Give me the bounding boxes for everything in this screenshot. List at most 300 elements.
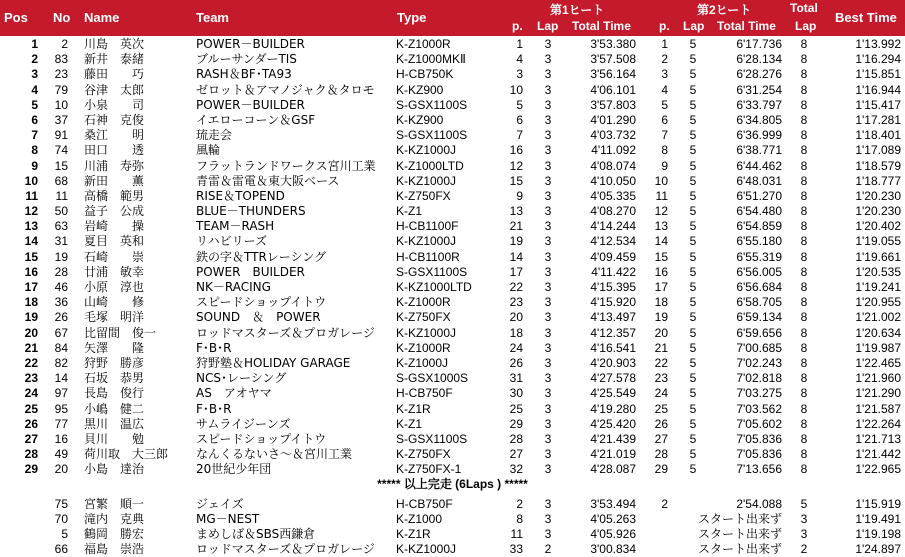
heat1-laps-cell: 3 (544, 112, 552, 127)
heat2-position-cell: 16 (654, 264, 668, 279)
team-cell: AS アオヤマ (196, 386, 272, 401)
heat2-position-cell: 21 (654, 340, 668, 355)
no-cell: 70 (54, 511, 68, 526)
heat1-laps-cell: 3 (544, 371, 552, 386)
name-cell: 川浦 寿弥 (84, 158, 145, 173)
pos-cell: 13 (24, 219, 38, 234)
heat2-position-cell: 9 (661, 158, 668, 173)
total-laps-cell: 8 (800, 37, 808, 51)
pos-cell: 24 (24, 386, 38, 401)
heat1-laps-cell: 3 (544, 249, 552, 264)
heat2-laps-cell: 5 (689, 52, 697, 67)
heat2-laps-cell: 5 (689, 371, 697, 386)
pos-cell: 10 (24, 173, 38, 188)
heat2-time-cell: 6'59.134 (736, 310, 782, 325)
heat2-position-cell: 12 (654, 204, 668, 219)
team-cell: RASH＆BF･TA93 (196, 67, 292, 82)
pos-cell: 15 (24, 249, 38, 264)
type-cell: K-Z750FX (396, 188, 451, 203)
best-time-cell: 1'22.465 (855, 355, 901, 370)
name-cell: 廿浦 敏幸 (84, 264, 145, 279)
heat2-time-cell: 6'54.480 (736, 204, 782, 219)
header-p1: p. (512, 19, 523, 33)
type-cell: K-KZ1000J (396, 173, 457, 188)
heat2-time-cell: 6'55.319 (736, 249, 782, 264)
name-cell: 山崎 修 (84, 295, 145, 310)
heat2-laps-cell: 5 (689, 173, 697, 188)
heat2-position-cell: 3 (661, 67, 668, 82)
pos-cell: 17 (24, 280, 38, 294)
best-time-cell: 1'13.992 (855, 37, 901, 51)
total-laps-cell: 8 (800, 462, 808, 477)
table-row (0, 37, 905, 52)
total-laps-cell: 8 (800, 401, 808, 416)
heat1-laps-cell: 3 (544, 37, 552, 51)
name-cell: 荷川取 大三郎 (84, 447, 169, 462)
no-cell: 75 (54, 496, 68, 511)
heat2-time-cell: スタート出来ず (697, 511, 782, 526)
heat2-laps-cell: 5 (689, 280, 697, 294)
best-time-cell: 1'20.230 (855, 188, 901, 203)
table-row (0, 371, 905, 386)
heat1-time-cell: 3'53.494 (590, 496, 636, 511)
best-time-cell: 1'21.290 (855, 386, 901, 401)
pos-cell: 29 (24, 462, 38, 477)
heat2-time-cell: スタート出来ず (697, 542, 782, 557)
type-cell: H-CB1100R (396, 249, 460, 264)
heat2-time-cell: 6'17.736 (736, 37, 782, 51)
heat2-time-cell: 6'36.999 (736, 128, 782, 143)
heat2-laps-cell: 5 (689, 204, 697, 219)
heat1-laps-cell: 3 (544, 527, 552, 541)
heat2-position-cell: 19 (654, 310, 668, 325)
heat1-time-cell: 4'06.101 (590, 82, 636, 97)
heat2-laps-cell: 5 (689, 249, 697, 264)
no-cell: 14 (54, 371, 68, 386)
team-cell: F･B･R (196, 340, 232, 355)
no-cell: 23 (54, 67, 68, 82)
heat1-position-cell: 31 (509, 371, 523, 386)
table-row (0, 402, 905, 417)
heat2-time-cell: 7'05.836 (736, 447, 782, 462)
pos-cell: 5 (31, 97, 38, 112)
table-row (0, 417, 905, 432)
heat2-laps-cell: 5 (689, 310, 697, 325)
table-row (0, 527, 905, 542)
table-row (0, 512, 905, 527)
header-total: Total (790, 1, 818, 15)
heat1-laps-cell: 3 (544, 511, 552, 526)
best-time-cell: 1'18.777 (855, 173, 901, 188)
header-no: No (53, 10, 71, 25)
heat2-laps-cell: 5 (689, 416, 697, 431)
heat2-laps-cell: 5 (689, 386, 697, 401)
total-laps-cell: 8 (800, 310, 808, 325)
pos-cell: 25 (24, 401, 38, 416)
heat2-position-cell: 10 (654, 173, 668, 188)
pos-cell: 3 (31, 67, 38, 82)
heat2-laps-cell: 5 (689, 264, 697, 279)
no-cell: 20 (54, 462, 68, 477)
heat1-time-cell: 4'15.395 (590, 280, 636, 294)
heat2-position-cell: 18 (654, 295, 668, 310)
heat1-time-cell: 4'05.926 (590, 527, 636, 541)
team-cell: BLUE－THUNDERS (196, 204, 306, 219)
heat2-position-cell: 29 (654, 462, 668, 477)
heat1-time-cell: 4'08.270 (590, 204, 636, 219)
heat2-time-cell: 6'38.771 (736, 143, 782, 158)
heat2-position-cell (650, 512, 668, 527)
pos-cell: 8 (31, 143, 38, 158)
no-cell: 74 (54, 143, 68, 158)
pos-cell: 1 (31, 37, 38, 51)
heat1-laps-cell: 3 (544, 462, 552, 477)
team-cell: ジェイズ (196, 496, 244, 511)
heat2-position-cell: 25 (654, 401, 668, 416)
no-cell: 31 (54, 234, 68, 249)
total-laps-cell: 8 (800, 325, 808, 340)
best-time-cell: 1'16.944 (855, 82, 901, 97)
no-cell: 15 (54, 158, 68, 173)
heat1-position-cell: 11 (510, 527, 523, 541)
total-laps-cell: 8 (800, 204, 808, 219)
heat1-time-cell: 4'20.903 (590, 355, 636, 370)
heat2-time-cell: 7'05.836 (736, 431, 782, 446)
results-body (0, 37, 905, 557)
team-cell: MG－NEST (196, 511, 260, 526)
team-cell: フラットランドワークス宮川工業 (196, 158, 376, 173)
heat2-position-cell: 13 (654, 219, 668, 234)
best-time-cell: 1'20.230 (855, 204, 901, 219)
type-cell: S-GSX1100S (396, 431, 468, 446)
heat1-position-cell: 21 (509, 219, 523, 234)
heat2-laps-cell: 5 (689, 401, 697, 416)
heat2-position-cell: 22 (654, 355, 668, 370)
heat1-time-cell: 4'27.578 (590, 371, 636, 386)
name-cell: 高橋 範男 (84, 188, 145, 203)
team-cell: なんくるないさ～＆宮川工業 (196, 447, 353, 462)
no-cell: 91 (54, 128, 68, 143)
heat1-position-cell: 5 (516, 97, 523, 112)
heat2-time-cell: 6'28.276 (736, 67, 782, 82)
heat2-laps-cell: 5 (689, 158, 697, 173)
pos-cell: 6 (31, 112, 38, 127)
heat2-laps-cell: 5 (689, 97, 697, 112)
no-cell: 82 (54, 355, 68, 370)
pos-cell: 16 (24, 264, 38, 279)
no-cell: 97 (54, 386, 68, 401)
table-header (0, 0, 905, 36)
header-pos: Pos (4, 10, 28, 25)
total-laps-cell: 8 (800, 219, 808, 234)
heat1-time-cell: 4'11.092 (591, 143, 636, 158)
team-cell: イエローコーン＆GSF (196, 112, 316, 127)
no-cell: 19 (54, 249, 68, 264)
no-cell: 46 (54, 280, 68, 294)
total-laps-cell: 8 (800, 143, 808, 158)
header-type: Type (397, 10, 427, 25)
heat1-position-cell: 13 (509, 204, 523, 219)
pos-cell: 27 (24, 431, 38, 446)
heat1-laps-cell: 3 (544, 431, 552, 446)
heat1-time-cell: 4'09.459 (590, 249, 636, 264)
heat2-laps-cell: 5 (689, 67, 697, 82)
heat1-time-cell: 4'25.549 (590, 386, 636, 401)
heat2-time-cell: 6'51.270 (736, 188, 782, 203)
name-cell: 新田 薫 (84, 173, 145, 188)
heat1-position-cell: 10 (509, 82, 523, 97)
finishers-divider: ***** 以上完走 (6Laps ) ***** (377, 477, 528, 492)
name-cell: 桑江 明 (84, 128, 145, 143)
heat2-laps-cell: 5 (689, 447, 697, 462)
best-time-cell: 1'19.198 (855, 527, 901, 541)
total-laps-cell: 8 (800, 158, 808, 173)
name-cell: 滝内 克典 (84, 511, 145, 526)
table-row (0, 250, 905, 265)
no-cell: 10 (54, 97, 68, 112)
pos-cell: 4 (31, 82, 38, 97)
best-time-cell: 1'16.294 (855, 52, 901, 67)
heat2-time-cell: 7'05.602 (736, 416, 782, 431)
type-cell: S-GSX1000S (396, 371, 469, 386)
name-cell: 新井 泰緒 (84, 52, 145, 67)
heat2-time-cell: 7'02.243 (736, 355, 782, 370)
heat2-position-cell: 2 (661, 496, 668, 511)
name-cell: 石崎 崇 (84, 249, 145, 264)
heat2-position-cell: 4 (661, 82, 668, 97)
heat2-position-cell: 24 (654, 386, 668, 401)
table-row (0, 204, 905, 219)
heat2-laps-cell: 5 (689, 143, 697, 158)
heat2-time-cell: 6'33.797 (736, 97, 782, 112)
no-cell: 95 (54, 401, 68, 416)
total-laps-cell: 8 (800, 249, 808, 264)
heat1-time-cell: 4'16.541 (590, 340, 636, 355)
table-row (0, 83, 905, 98)
type-cell: K-KZ1000J (396, 542, 457, 557)
no-cell: 37 (54, 112, 68, 127)
type-cell: K-Z750FX-1 (396, 462, 462, 477)
heat1-position-cell: 18 (509, 325, 523, 340)
heat1-position-cell: 16 (509, 143, 523, 158)
heat1-position-cell: 1 (516, 37, 523, 51)
no-cell: 84 (54, 340, 68, 355)
best-time-cell: 1'20.402 (855, 219, 901, 234)
heat2-laps-cell: 5 (689, 112, 697, 127)
heat2-time-cell: 7'03.562 (736, 401, 782, 416)
heat2-position-cell: 8 (661, 143, 668, 158)
heat1-position-cell: 15 (509, 173, 523, 188)
name-cell: 鶴岡 勝宏 (84, 527, 145, 541)
heat1-position-cell: 19 (509, 234, 523, 249)
pos-cell: 7 (31, 128, 38, 143)
heat1-time-cell: 4'01.290 (590, 112, 636, 127)
total-laps-cell: 8 (800, 280, 808, 294)
heat2-time-cell: 6'59.656 (736, 325, 782, 340)
heat1-position-cell: 9 (516, 188, 523, 203)
heat1-laps-cell: 3 (544, 128, 552, 143)
heat1-position-cell: 12 (509, 158, 523, 173)
heat1-time-cell: 3'53.380 (590, 37, 636, 51)
header-lap1: Lap (537, 19, 559, 33)
pos-cell: 28 (24, 447, 38, 462)
name-cell: 福島 崇浩 (84, 542, 145, 557)
best-time-cell: 1'20.955 (855, 295, 901, 310)
no-cell: 49 (54, 447, 68, 462)
name-cell: 藤田 巧 (84, 67, 145, 82)
heat1-time-cell: 4'13.497 (590, 310, 636, 325)
header-heat2: 第2ヒート (697, 3, 752, 17)
table-row (0, 98, 905, 113)
pos-cell: 21 (24, 340, 38, 355)
heat1-laps-cell: 3 (544, 310, 552, 325)
table-row (0, 174, 905, 189)
no-cell: 79 (54, 82, 68, 97)
heat2-position-cell: 14 (654, 234, 668, 249)
heat2-time-cell: 6'28.134 (736, 52, 782, 67)
name-cell: 川島 英次 (84, 37, 145, 51)
heat1-laps-cell: 3 (544, 67, 552, 82)
pos-cell: 9 (31, 158, 38, 173)
heat1-laps-cell: 3 (544, 143, 552, 158)
table-row (0, 295, 905, 310)
header-team: Team (196, 10, 229, 25)
table-row (0, 432, 905, 447)
table-row (0, 356, 905, 371)
type-cell: K-Z1000R (396, 295, 451, 310)
heat1-laps-cell: 3 (544, 82, 552, 97)
pos-cell: 20 (24, 325, 38, 340)
best-time-cell: 1'18.401 (855, 128, 901, 143)
team-cell: 青雷＆雷電＆東大阪ベース (196, 173, 340, 188)
table-row (0, 234, 905, 249)
heat2-time-cell: スタート出来ず (697, 527, 782, 541)
heat2-laps-cell: 5 (689, 82, 697, 97)
type-cell: K-Z1000LTD (396, 158, 464, 173)
best-time-cell: 1'17.281 (855, 112, 901, 127)
total-laps-cell: 8 (800, 264, 808, 279)
type-cell: H-CB750K (396, 67, 454, 82)
type-cell: K-Z1 (396, 204, 423, 219)
heat1-laps-cell: 3 (544, 264, 552, 279)
best-time-cell: 1'21.713 (855, 431, 901, 446)
team-cell: TEAM－RASH (196, 219, 275, 234)
table-row (0, 67, 905, 82)
name-cell: 谷津 太郎 (84, 82, 145, 97)
heat2-time-cell: 7'00.685 (736, 340, 782, 355)
heat2-position-cell: 17 (654, 280, 668, 294)
total-laps-cell: 3 (800, 511, 808, 526)
name-cell: 益子 公成 (84, 204, 145, 219)
heat1-time-cell: 4'21.019 (590, 447, 636, 462)
total-laps-cell: 8 (800, 386, 808, 401)
heat1-position-cell: 25 (509, 401, 523, 416)
table-row (0, 113, 905, 128)
heat1-time-cell: 4'03.732 (590, 128, 636, 143)
heat1-time-cell: 4'08.074 (590, 158, 636, 173)
heat1-laps-cell: 3 (544, 219, 552, 234)
name-cell: 長島 俊行 (84, 386, 145, 401)
heat1-laps-cell: 3 (544, 52, 552, 67)
team-cell: サムライジーンズ (196, 416, 291, 431)
total-laps-cell: 8 (800, 188, 808, 203)
table-row (0, 265, 905, 280)
name-cell: 石坂 恭男 (84, 371, 145, 386)
heat2-time-cell: 7'03.275 (736, 386, 782, 401)
team-cell: 風輪 (196, 143, 221, 158)
table-row (0, 341, 905, 356)
heat1-time-cell: 4'14.244 (590, 219, 636, 234)
no-cell: 77 (54, 416, 68, 431)
heat2-position-cell: 1 (661, 37, 668, 51)
type-cell: K-Z750FX (396, 310, 451, 325)
heat1-laps-cell: 3 (544, 188, 552, 203)
total-laps-cell: 2 (800, 542, 808, 557)
type-cell: K-KZ900 (396, 82, 444, 97)
best-time-cell: 1'19.987 (855, 340, 901, 355)
team-cell: ロッドマスターズ＆プロガレージ (196, 325, 375, 340)
heat2-position-cell: 27 (654, 431, 668, 446)
team-cell: スピードショップイトウ (196, 431, 327, 446)
heat1-position-cell: 23 (509, 295, 523, 310)
team-cell: 鉄の字＆TTRレーシング (196, 249, 327, 264)
heat1-time-cell: 4'10.050 (590, 173, 636, 188)
no-cell: 11 (55, 188, 68, 203)
heat1-laps-cell: 3 (544, 234, 552, 249)
type-cell: K-KZ1000J (396, 234, 457, 249)
header-name: Name (84, 10, 120, 25)
name-cell: 夏目 英和 (84, 234, 145, 249)
heat1-position-cell: 27 (509, 447, 523, 462)
heat1-laps-cell: 3 (544, 386, 552, 401)
best-time-cell: 1'24.897 (855, 542, 901, 557)
heat1-laps-cell: 3 (544, 295, 552, 310)
team-cell: ゼロット＆アマノジャク＆タロモ (196, 82, 375, 97)
heat2-position-cell: 23 (654, 371, 668, 386)
type-cell: H-CB1100F (396, 219, 459, 234)
name-cell: 小原 淳也 (84, 280, 145, 294)
total-laps-cell: 8 (800, 355, 808, 370)
best-time-cell: 1'19.661 (855, 249, 901, 264)
heat1-position-cell: 3 (516, 67, 523, 82)
heat2-time-cell: 6'48.031 (736, 173, 782, 188)
type-cell: K-Z750FX (396, 447, 451, 462)
type-cell: S-GSX1100S (396, 128, 468, 143)
name-cell: 比留間 俊一 (84, 325, 157, 340)
total-laps-cell: 8 (800, 447, 808, 462)
type-cell: K-Z1000MKⅡ (396, 52, 466, 67)
heat2-laps-cell: 5 (689, 340, 697, 355)
total-laps-cell: 8 (800, 234, 808, 249)
total-laps-cell: 8 (800, 112, 808, 127)
team-cell: まめしば＆SBS西鎌倉 (196, 527, 316, 541)
best-time-cell: 1'19.241 (855, 280, 901, 294)
name-cell: 宮繁 順一 (84, 496, 145, 511)
heat1-laps-cell: 3 (544, 158, 552, 173)
team-cell: リハビリーズ (196, 234, 268, 249)
total-laps-cell: 3 (800, 527, 808, 541)
total-laps-cell: 8 (800, 371, 808, 386)
heat1-laps-cell: 3 (544, 97, 552, 112)
heat1-time-cell: 4'12.357 (590, 325, 636, 340)
heat1-time-cell: 3'00.834 (590, 542, 636, 557)
heat2-time-cell: 6'56.684 (736, 280, 782, 294)
heat1-time-cell: 4'25.420 (590, 416, 636, 431)
heat2-laps-cell: 5 (689, 355, 697, 370)
heat2-laps-cell: 5 (689, 37, 697, 51)
table-row (0, 143, 905, 158)
heat2-position-cell: 28 (654, 447, 668, 462)
